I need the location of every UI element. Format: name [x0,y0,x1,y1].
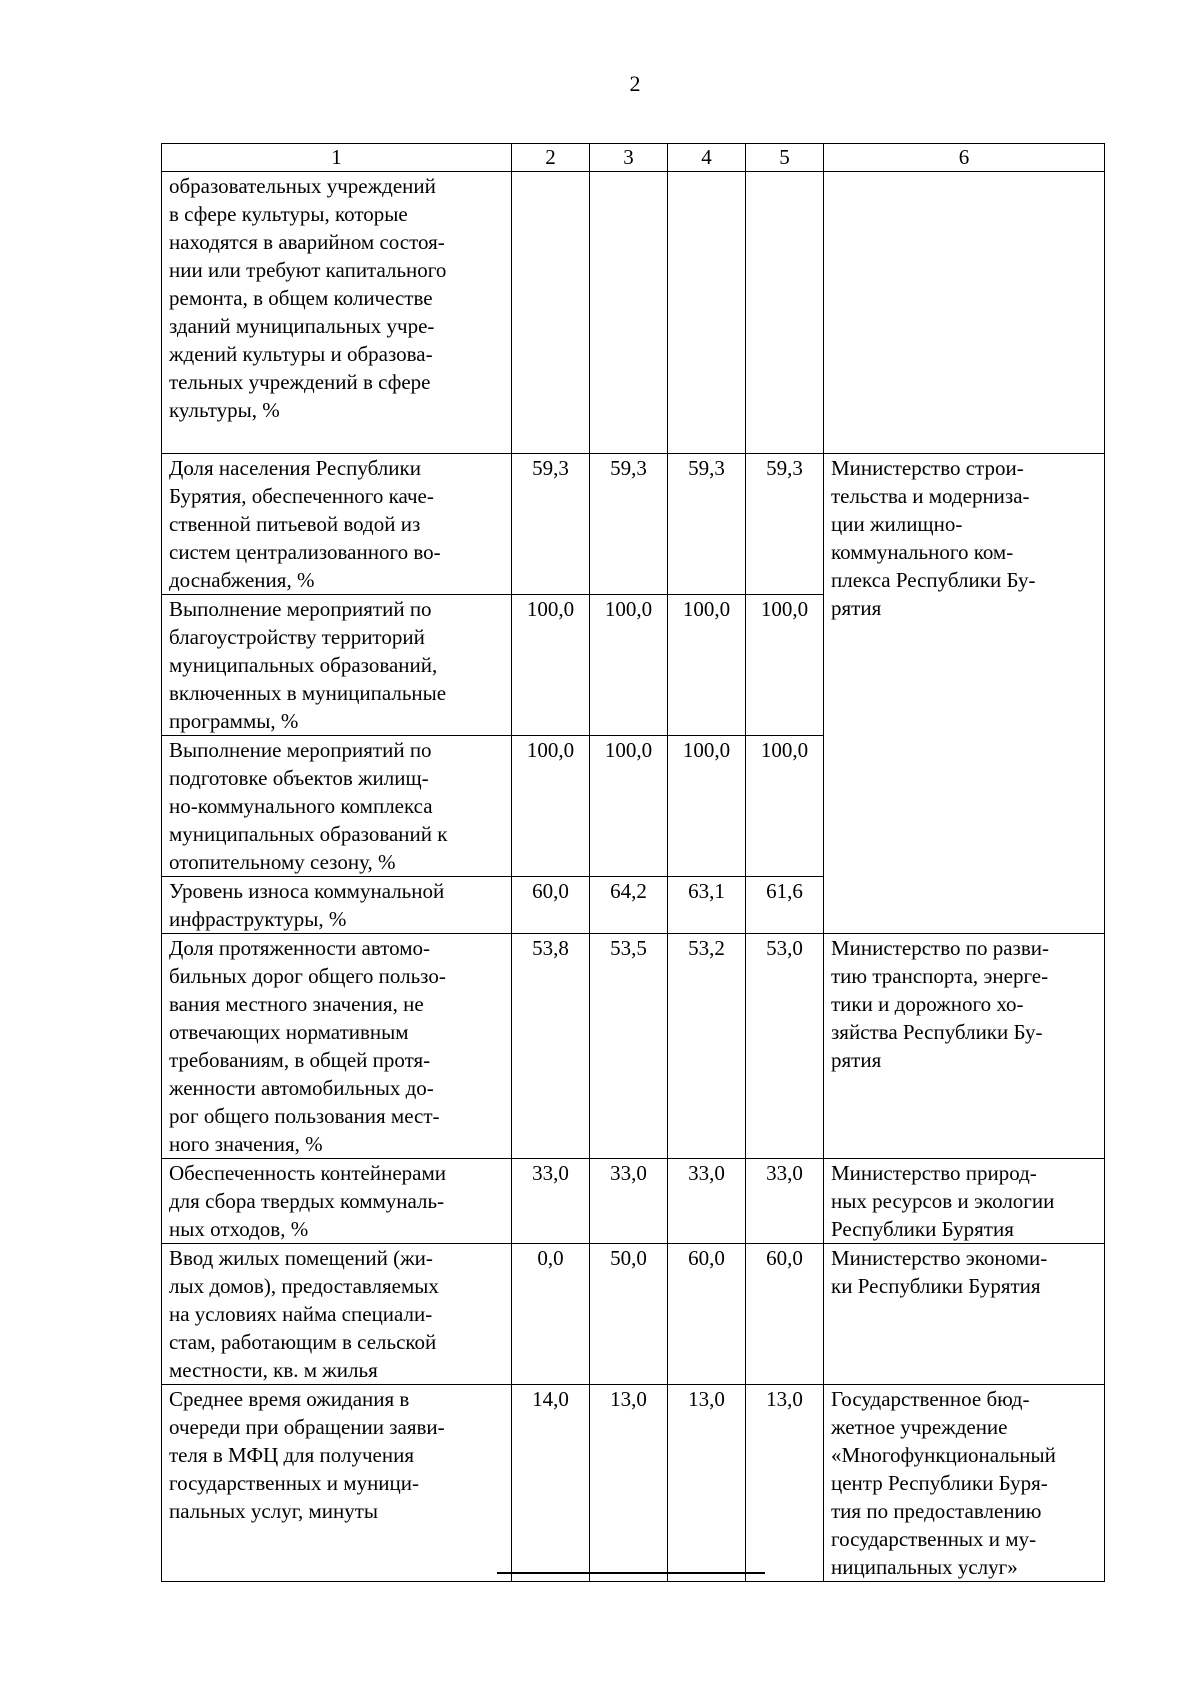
indicator-value: 100,0 [512,736,590,877]
indicator-name: образовательных учреждений в сфере культуры, которые находятся в аварийном состоя- нии или требуют капитального ремонта, в общем количестве зданий муниципальных учре- ждений культуры и образова- тельных учреждений в сфере культуры, % [162,172,512,454]
indicator-name: Ввод жилых помещений (жи- лых домов), предоставляемых на условиях найма специали- стам, работающим в сельской местности, кв. м жилья [162,1244,512,1385]
indicator-value: 100,0 [746,736,824,877]
responsible-cell [824,172,1105,454]
indicator-value: 100,0 [668,736,746,877]
indicator-value: 100,0 [590,736,668,877]
indicator-name: Доля населения Республики Бурятия, обеспеченного каче- ственной питьевой водой из систем централизованного во- доснабжения, % [162,454,512,595]
header-cell: 4 [668,144,746,172]
responsible-cell: Министерство экономи- ки Республики Бурятия [824,1244,1105,1385]
header-cell: 1 [162,144,512,172]
header-cell: 2 [512,144,590,172]
indicator-name: Доля протяженности автомо- бильных дорог общего пользо- вания местного значения, не отвечающих нормативным требованиям, в общей протя- женности автомобильных до- рог общего пользования мест- ного значения, % [162,934,512,1159]
indicator-value: 100,0 [512,595,590,736]
indicator-value: 100,0 [668,595,746,736]
indicator-value: 14,0 [512,1385,590,1582]
indicator-name: Выполнение мероприятий по благоустройству территорий муниципальных образований, включенных в муниципальные программы, % [162,595,512,736]
indicator-value: 59,3 [512,454,590,595]
indicator-value: 33,0 [668,1159,746,1244]
page-number: 2 [629,71,641,96]
table-row [162,1159,1105,1244]
indicator-value: 64,2 [590,877,668,934]
indicator-value [512,172,590,454]
indicator-name: Обеспеченность контейнерами для сбора твердых коммуналь- ных отходов, % [162,1159,512,1244]
indicator-value [746,172,824,454]
indicator-value: 60,0 [668,1244,746,1385]
indicator-value: 13,0 [668,1385,746,1582]
indicator-value: 60,0 [512,877,590,934]
indicator-name: Выполнение мероприятий по подготовке объектов жилищ- но-коммунального комплекса муниципальных образований к отопительному сезону, % [162,736,512,877]
indicator-value: 33,0 [746,1159,824,1244]
responsible-cell: Министерство строи- тельства и модерниза- ции жилищно- коммунального ком- плекса Республики Бу- рятия [824,454,1105,934]
table-row [162,1385,1105,1582]
indicator-value [590,172,668,454]
indicator-value: 53,2 [668,934,746,1159]
table-row [162,1244,1105,1385]
indicator-value: 59,3 [590,454,668,595]
indicator-value: 59,3 [746,454,824,595]
header-cell: 6 [824,144,1105,172]
indicator-name: Среднее время ожидания в очереди при обращении заяви- теля в МФЦ для получения государственных и муници- пальных услуг, минуты [162,1385,512,1582]
responsible-cell: Министерство по разви- тию транспорта, энерге- тики и дорожного хо- зяйства Республики Бу- рятия [824,934,1105,1159]
indicator-value: 61,6 [746,877,824,934]
indicator-value: 100,0 [590,595,668,736]
indicator-value: 59,3 [668,454,746,595]
indicator-value: 60,0 [746,1244,824,1385]
indicator-value: 13,0 [590,1385,668,1582]
indicator-value: 63,1 [668,877,746,934]
end-divider [497,1572,765,1574]
indicators-table [161,143,1105,1582]
indicator-value: 33,0 [590,1159,668,1244]
header-cell: 5 [746,144,824,172]
indicator-name: Уровень износа коммунальной инфраструктуры, % [162,877,512,934]
indicator-value [668,172,746,454]
table-row [162,172,1105,454]
indicator-value: 50,0 [590,1244,668,1385]
indicator-value: 0,0 [512,1244,590,1385]
table-row [162,454,1105,595]
table-row [162,934,1105,1159]
indicator-value: 53,8 [512,934,590,1159]
indicator-value: 53,5 [590,934,668,1159]
header-row [162,144,1105,172]
indicator-value: 13,0 [746,1385,824,1582]
indicator-value: 100,0 [746,595,824,736]
responsible-cell: Государственное бюд- жетное учреждение «Многофункциональный центр Республики Буря- тия по предоставлению государственных и му- ниципальных услуг» [824,1385,1105,1582]
header-cell: 3 [590,144,668,172]
indicator-value: 53,0 [746,934,824,1159]
responsible-cell: Министерство природ- ных ресурсов и экологии Республики Бурятия [824,1159,1105,1244]
indicator-value: 33,0 [512,1159,590,1244]
